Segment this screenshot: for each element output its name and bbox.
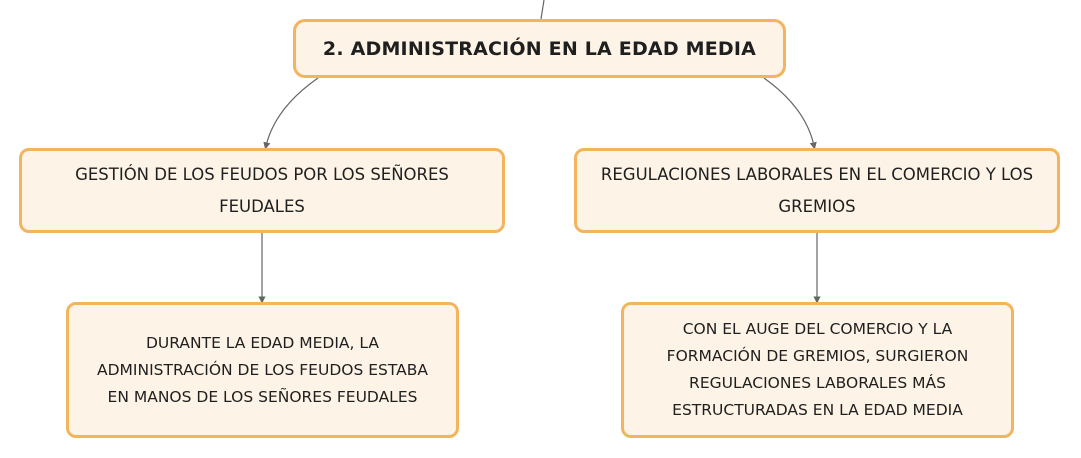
detail-label-feudos: DURANTE LA EDAD MEDIA, LA ADMINISTRACIÓN DE LOS FEUDOS ESTABA EN MANOS DE LOS SEÑORES FEUDALES	[97, 333, 428, 406]
detail-node-feudos[interactable]	[66, 302, 459, 438]
connector-root-to-right-branch	[764, 78, 814, 146]
subtopic-label-gremios: REGULACIONES LABORALES EN EL COMERCIO Y LOS GREMIOS	[600, 164, 1034, 216]
connector-root-to-left-branch	[266, 78, 318, 146]
detail-label-gremios: CON EL AUGE DEL COMERCIO Y LA FORMACIÓN DE GREMIOS, SURGIERON REGULACIONES LABORALES MÁS ESTRUCTURADAS EN LA EDAD MEDIA	[666, 320, 969, 419]
connector-from-parent	[541, 0, 544, 19]
subtopic-node-gremios[interactable]	[574, 148, 1060, 233]
root-topic-node[interactable]	[293, 19, 786, 78]
subtopic-node-feudos[interactable]	[19, 148, 505, 233]
root-topic-label: 2. ADMINISTRACIÓN EN LA EDAD MEDIA	[322, 37, 757, 60]
detail-node-gremios[interactable]	[621, 302, 1014, 438]
subtopic-label-feudos: GESTIÓN DE LOS FEUDOS POR LOS SEÑORES FEUDALES	[75, 164, 449, 216]
